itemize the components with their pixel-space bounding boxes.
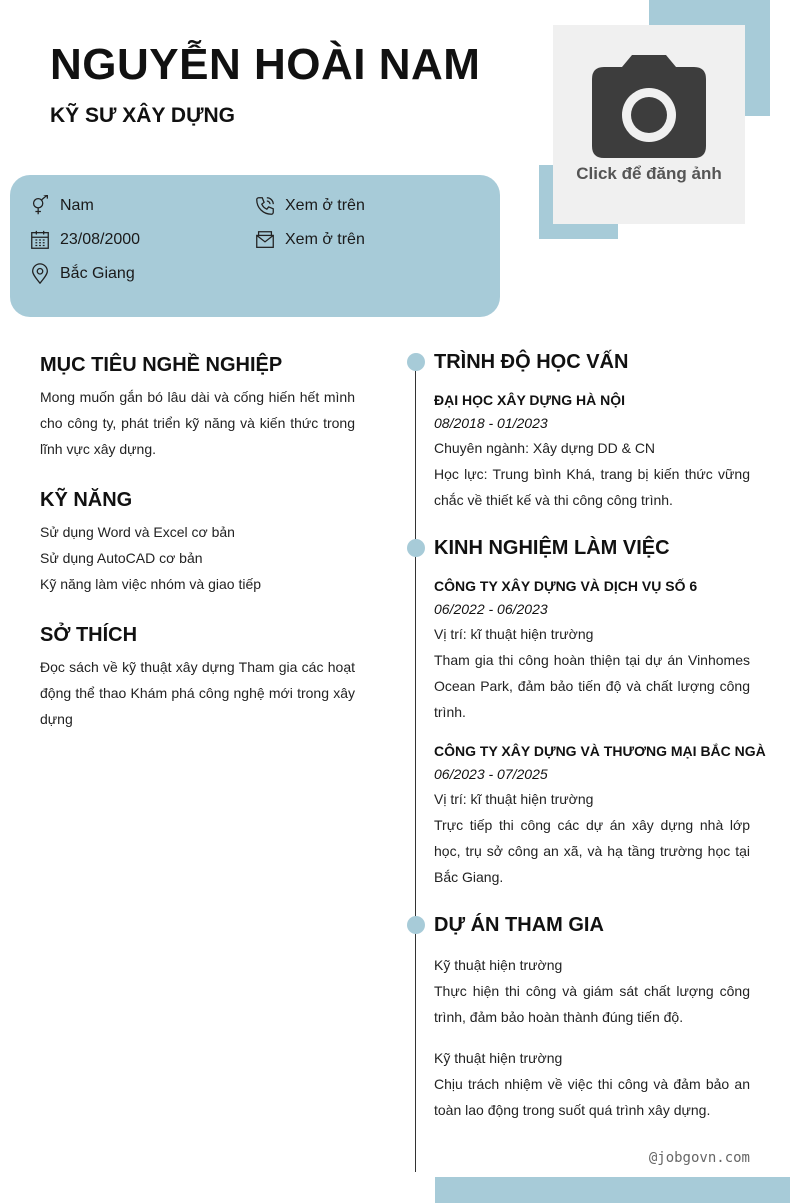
candidate-name: NGUYỄN HOÀI NAM	[50, 40, 481, 89]
photo-label: Click để đăng ảnh	[576, 164, 722, 183]
info-email	[254, 229, 365, 251]
project-description: Thực hiện thi công và giám sát chất lượng công trình, đảm bảo hoàn thành đúng tiến độ.	[434, 983, 750, 1025]
timeline-dot	[407, 916, 425, 934]
skill-item: Sử dụng Word và Excel cơ bản	[40, 524, 235, 540]
experience-title: KINH NGHIỆM LÀM VIỆC	[434, 537, 670, 559]
objective-title: MỤC TIÊU NGHỀ NGHIỆP	[40, 354, 283, 376]
job-company: CÔNG TY XÂY DỰNG VÀ THƯƠNG MẠI BẮC NGÀ	[434, 743, 766, 759]
project-role: Kỹ thuật hiện trường	[434, 957, 563, 973]
job-description: Tham gia thi công hoàn thiện tại dự án Vinhomes Ocean Park, đảm bảo tiến độ và chất lượng công trình.	[434, 652, 750, 720]
candidate-role: KỸ SƯ XÂY DỰNG	[50, 104, 235, 127]
job-date: 06/2023 - 07/2025	[434, 766, 548, 782]
gender-icon	[29, 195, 51, 217]
timeline-dot	[407, 539, 425, 557]
info-location-value: Bắc Giang	[60, 265, 135, 282]
info-dob-value: 23/08/2000	[60, 231, 141, 248]
objective-text: Mong muốn gắn bó lâu dài và cống hiến hết mình cho công ty, phát triển kỹ năng và kiến thức trong lĩnh vực xây dựng.	[40, 389, 355, 457]
job-date: 06/2022 - 06/2023	[434, 601, 548, 617]
info-phone-value: Xem ở trên	[285, 197, 365, 214]
education-major: Chuyên ngành: Xây dựng DD & CN	[434, 440, 656, 456]
education-date: 08/2018 - 01/2023	[434, 415, 548, 431]
calendar-icon	[29, 229, 51, 251]
photo-upload[interactable]	[553, 25, 745, 224]
timeline-line	[415, 362, 416, 1172]
info-gender	[29, 195, 94, 217]
personal-info-panel	[10, 175, 500, 317]
skill-item: Sử dụng AutoCAD cơ bản	[40, 550, 203, 566]
info-gender-value: Nam	[60, 197, 94, 214]
phone-icon	[254, 195, 276, 217]
hobbies-title: SỞ THÍCH	[40, 624, 138, 646]
job-company: CÔNG TY XÂY DỰNG VÀ DỊCH VỤ SỐ 6	[434, 578, 698, 594]
education-title: TRÌNH ĐỘ HỌC VẤN	[434, 351, 629, 373]
info-dob	[29, 229, 140, 251]
job-description: Trực tiếp thi công các dự án xây dựng nhà lớp học, trụ sở công an xã, và hạ tầng trường học tại Bắc Giang.	[434, 817, 750, 885]
project-role: Kỹ thuật hiện trường	[434, 1050, 563, 1066]
project-description: Chịu trách nhiệm về việc thi công và đảm bảo an toàn lao động trong suốt quá trình xây dựng.	[434, 1076, 750, 1118]
projects-title: DỰ ÁN THAM GIA	[434, 914, 604, 936]
hobbies-text: Đọc sách về kỹ thuật xây dựng Tham gia các hoạt động thể thao Khám phá công nghệ mới trong xây dựng	[40, 659, 355, 727]
skill-item: Kỹ năng làm việc nhóm và giao tiếp	[40, 576, 262, 592]
job-position: Vị trí: kĩ thuật hiện trường	[434, 791, 594, 807]
watermark: @jobgovn.com	[648, 1150, 750, 1166]
decor-block-bottom	[435, 1177, 790, 1203]
timeline-dot	[407, 353, 425, 371]
info-email-value: Xem ở trên	[285, 231, 365, 248]
location-pin-icon	[29, 263, 51, 285]
job-position: Vị trí: kĩ thuật hiện trường	[434, 626, 594, 642]
info-location	[29, 263, 135, 285]
skills-title: KỸ NĂNG	[40, 489, 133, 511]
camera-icon	[592, 55, 706, 158]
education-school: ĐẠI HỌC XÂY DỰNG HÀ NỘI	[434, 392, 626, 408]
envelope-icon	[254, 229, 276, 251]
info-phone	[254, 195, 365, 217]
education-detail: Học lực: Trung bình Khá, trang bị kiến thức vững chắc về thiết kế và thi công công trình.	[434, 466, 750, 508]
